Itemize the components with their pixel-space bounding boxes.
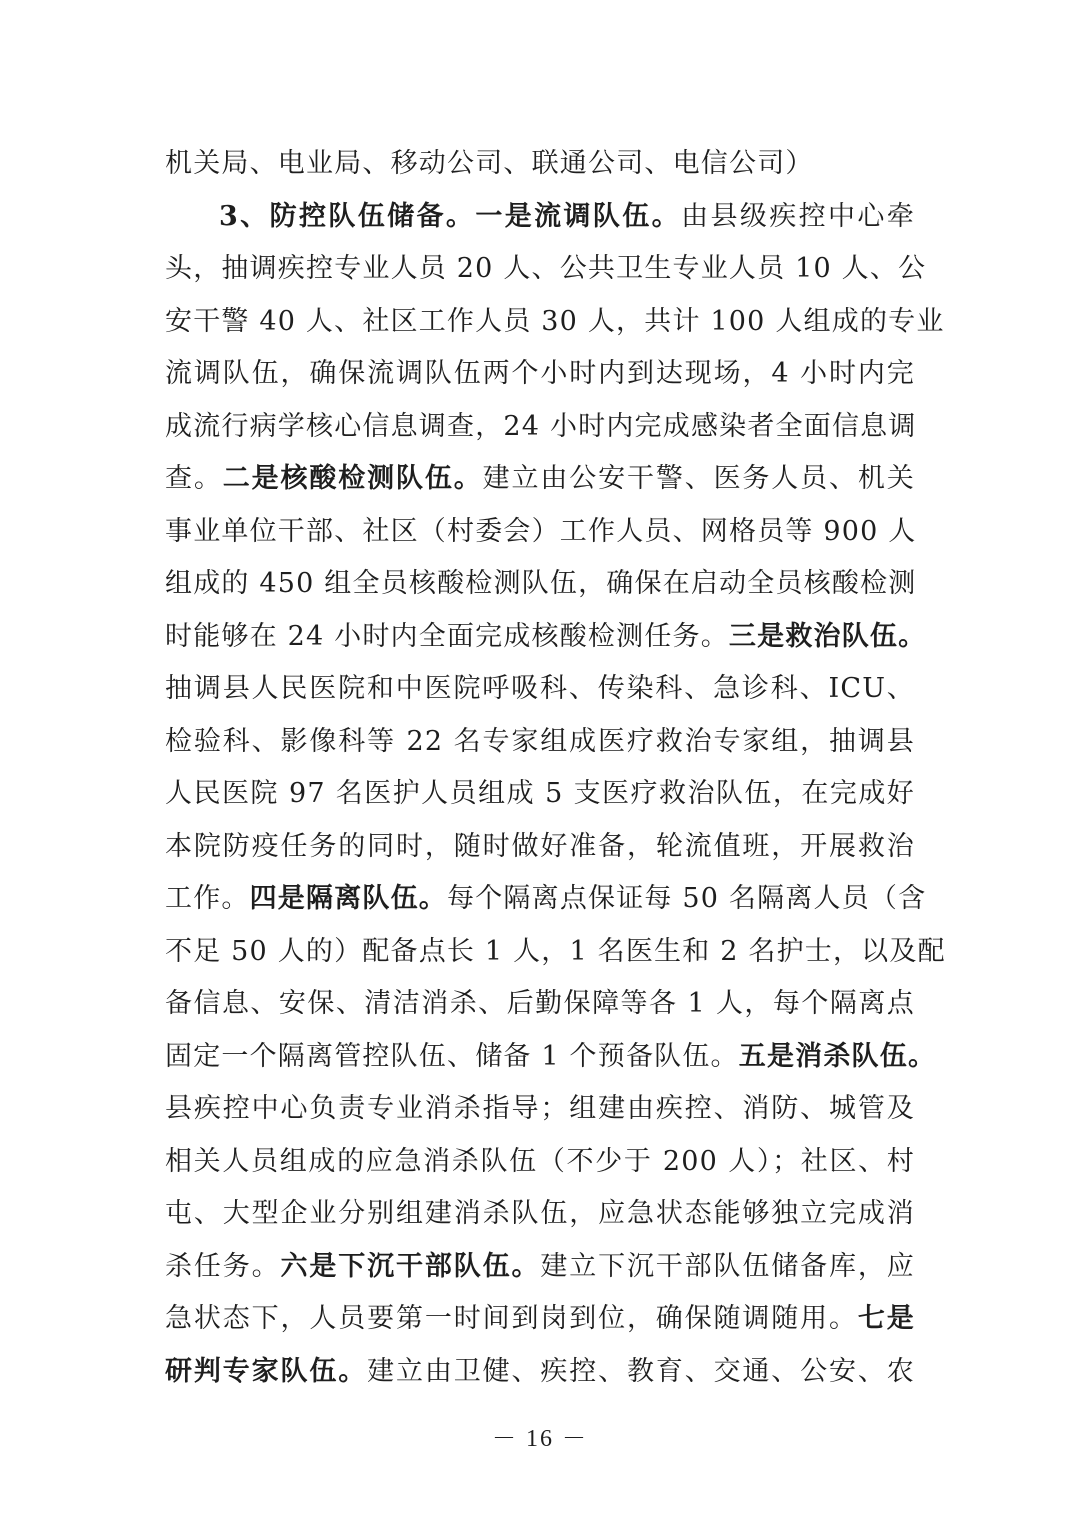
body-text-segment: 安干警 40 人、社区工作人员 30 人，共计 100 人组成的专业 [165, 305, 945, 337]
body-text-segment: 抽调县人民医院和中医院呼吸科、传染科、急诊科、ICU、 [165, 673, 915, 704]
bold-heading-text: 一是流调队伍。 [475, 200, 682, 232]
text-line [165, 663, 915, 716]
body-text-segment: 急状态下，人员要第一时间到岗到位，确保随调随用。 [165, 1303, 858, 1334]
text-line [165, 768, 915, 821]
bold-heading-text: 研判专家队伍。 [165, 1355, 368, 1387]
text-line [165, 401, 915, 454]
body-text-segment: 人民医院 97 名医护人员组成 5 支医疗救治队伍，在完成好 [165, 778, 915, 809]
text-line [165, 1083, 915, 1136]
text-line [165, 821, 915, 874]
bold-heading-text: 3、防控队伍储备。 [219, 200, 476, 232]
bold-heading-text: 四是隔离队伍。 [249, 883, 448, 914]
body-text-segment: 流调队伍，确保流调队伍两个小时内到达现场，4 小时内完 [165, 358, 915, 389]
body-text-segment: 建立由卫健、疾控、教育、交通、公安、农 [367, 1355, 915, 1387]
body-text-segment: 查。 [165, 463, 223, 494]
text-line [165, 348, 915, 401]
page-number: － 16 － [492, 1426, 588, 1452]
body-text-segment: 每个隔离点保证每 50 名隔离人员（含 [447, 883, 927, 914]
text-line [165, 1293, 915, 1346]
body-text-segment: 本院防疫任务的同时，随时做好准备，轮流值班，开展救治 [165, 830, 915, 862]
body-text-segment: 时能够在 24 小时内全面完成核酸检测任务。 [165, 620, 729, 652]
body-text-segment: 检验科、影像科等 22 名专家组成医疗救治专家组，抽调县 [165, 725, 915, 757]
text-line [165, 506, 915, 559]
text-line [165, 978, 915, 1031]
text-line [165, 558, 915, 611]
text-line [165, 138, 915, 191]
body-text-segment: 屯、大型企业分别组建消杀队伍，应急状态能够独立完成消 [165, 1198, 915, 1229]
body-text-segment: 建立由公安干警、医务人员、机关 [482, 463, 915, 494]
text-line [165, 611, 927, 664]
body-text-segment: 县疾控中心负责专业消杀指导；组建由疾控、消防、城管及 [165, 1093, 915, 1124]
text-line [165, 1136, 915, 1189]
bold-heading-text: 二是核酸检测队伍。 [222, 463, 483, 494]
bold-heading-text: 三是救治队伍。 [728, 620, 927, 652]
body-text-segment: 事业单位干部、社区（村委会）工作人员、网格员等 900 人 [165, 515, 917, 547]
text-line [165, 926, 946, 979]
body-text-segment: 成流行病学核心信息调查，24 小时内完成感染者全面信息调 [165, 410, 917, 442]
body-text [165, 138, 946, 1398]
body-text-segment: 头，抽调疾控专业人员 20 人、公共卫生专业人员 10 人、公 [165, 253, 927, 284]
text-line [165, 453, 915, 506]
text-line [165, 296, 945, 349]
body-text-segment: 组成的 450 组全员核酸检测队伍，确保在启动全员核酸检测 [165, 568, 917, 599]
body-text-segment: 备信息、安保、清洁消杀、后勤保障等各 1 人，每个隔离点 [165, 988, 915, 1019]
body-text-segment: 由县级疾控中心牵 [681, 200, 915, 232]
body-text-segment: 机关局、电业局、移动公司、联通公司、电信公司） [165, 148, 814, 179]
text-line [165, 1346, 915, 1399]
bold-heading-text: 六是下沉干部队伍。 [280, 1250, 541, 1282]
text-line [165, 243, 927, 296]
body-text-segment: 相关人员组成的应急消杀队伍（不少于 200 人）；社区、村 [165, 1145, 915, 1177]
text-line [165, 716, 915, 769]
text-line [165, 1031, 937, 1084]
bold-heading-text: 七是 [857, 1303, 915, 1334]
body-text-segment: 固定一个隔离管控队伍、储备 1 个预备队伍。 [165, 1040, 739, 1072]
body-text-segment: 建立下沉干部队伍储备库，应 [540, 1250, 915, 1282]
text-line [165, 1241, 915, 1294]
bold-heading-text: 五是消杀队伍。 [738, 1040, 937, 1072]
text-line [165, 1188, 915, 1241]
body-text-segment: 工作。 [165, 883, 250, 914]
body-text-segment: 不足 50 人的）配备点长 1 人，1 名医生和 2 名护士，以及配 [165, 935, 946, 967]
text-line [165, 191, 915, 244]
text-line [165, 873, 927, 926]
body-text-segment: 杀任务。 [165, 1250, 281, 1282]
